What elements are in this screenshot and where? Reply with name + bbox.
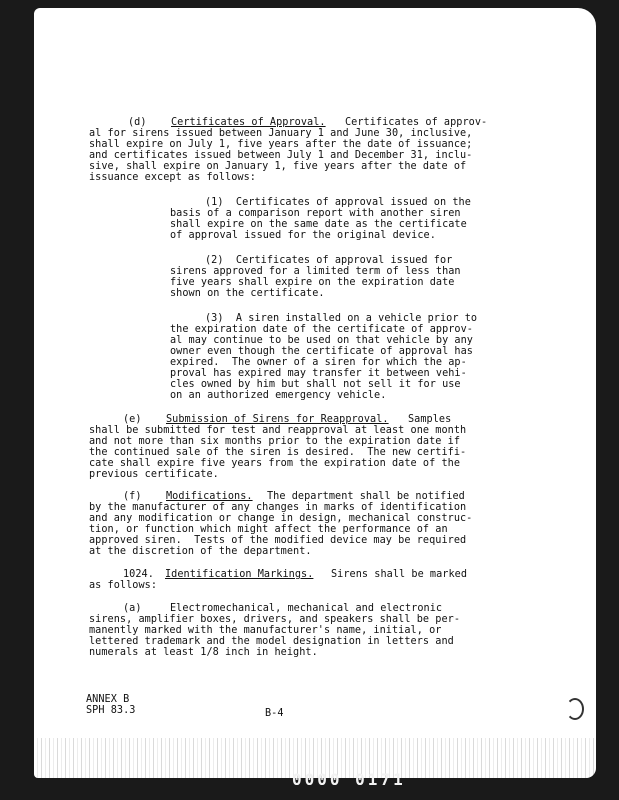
- section-f-line: and any modification or change in design, mechanical construc-: [89, 513, 473, 524]
- section-a-line: lettered trademark and the model designation in letters and: [89, 636, 454, 647]
- section-a-label: (a): [123, 603, 142, 614]
- sub2-line: sirens approved for a limited term of less than: [170, 266, 461, 277]
- section-1024-heading: Identification Markings.: [165, 569, 314, 580]
- section-d-line: shall expire on July 1, five years after the date of issuance;: [89, 139, 473, 150]
- section-e-line: and not more than six months prior to the expiration date if: [89, 436, 461, 447]
- section-f-line: at the discretion of the department.: [89, 546, 312, 557]
- sub1-line: basis of a comparison report with another siren: [170, 208, 461, 219]
- section-a-line: numerals at least 1/8 inch in height.: [89, 647, 318, 658]
- section-d-line: al for sirens issued between January 1 and June 30, inclusive,: [89, 128, 473, 139]
- page-number: B-4: [265, 708, 284, 719]
- document-page: [34, 8, 596, 778]
- sub1-line: shall expire on the same date as the certificate: [170, 219, 467, 230]
- section-a-line: manently marked with the manufacturer's name, initial, or: [89, 625, 442, 636]
- sub2-line: five years shall expire on the expiration date: [170, 277, 455, 288]
- sub1-line: of approval issued for the original device.: [170, 230, 436, 241]
- sub3-line: owner even though the certificate of approval has: [170, 346, 473, 357]
- sub3-line: cles owned by him but shall not sell it for use: [170, 379, 461, 390]
- section-a-line: Electromechanical, mechanical and electronic: [170, 603, 443, 614]
- document-ref: SPH 83.3: [86, 705, 136, 716]
- sub3-line: proval has expired may transfer it between vehi-: [170, 368, 467, 379]
- section-e-line: shall be submitted for test and reapproval at least one month: [89, 425, 467, 436]
- sub3-line: expired. The owner of a siren for which the ap-: [170, 357, 467, 368]
- sub1-line: (1) Certificates of approval issued on the: [205, 197, 471, 208]
- section-1024-line: Sirens shall be marked: [331, 569, 468, 580]
- section-d-line: issuance except as follows:: [89, 172, 256, 183]
- sub2-line: shown on the certificate.: [170, 288, 325, 299]
- section-f-heading: Modifications.: [166, 491, 253, 502]
- section-f-label: (f): [123, 491, 142, 502]
- section-1024-line: as follows:: [89, 580, 158, 591]
- section-d-heading: Certificates of Approval.: [171, 117, 326, 128]
- section-f-line: by the manufacturer of any changes in marks of identification: [89, 502, 467, 513]
- sub2-line: (2) Certificates of approval issued for: [205, 255, 453, 266]
- section-1024-number: 1024.: [123, 569, 154, 580]
- section-e-heading: Submission of Sirens for Reapproval.: [166, 414, 389, 425]
- section-a-line: sirens, amplifier boxes, drivers, and speakers shall be per-: [89, 614, 461, 625]
- section-e-line: the continued sale of the siren is desired. The new certifi-: [89, 447, 467, 458]
- section-f-line: approved siren. Tests of the modified device may be required: [89, 535, 467, 546]
- section-f-line: The department shall be notified: [267, 491, 465, 502]
- sub3-line: (3) A siren installed on a vehicle prior to: [205, 313, 478, 324]
- section-e-label: (e): [123, 414, 142, 425]
- sub3-line: al may continue to be used on that vehicle by any: [170, 335, 473, 346]
- sub3-line: on an authorized emergency vehicle.: [170, 390, 387, 401]
- section-f-line: tion, or function which might affect the performance of an: [89, 524, 448, 535]
- section-d-label: (d): [128, 117, 147, 128]
- section-d-line: sive, shall expire on January 1, five years after the date of: [89, 161, 467, 172]
- section-e-line: previous certificate.: [89, 469, 219, 480]
- punch-hole-mark: [566, 698, 584, 720]
- section-d-line: Certificates of approv-: [345, 117, 488, 128]
- annex-label: ANNEX B: [86, 694, 130, 705]
- section-e-line: Samples: [408, 414, 452, 425]
- section-d-line: and certificates issued between July 1 and December 31, inclu-: [89, 150, 473, 161]
- section-e-line: cate shall expire five years from the expiration date of the: [89, 458, 461, 469]
- sub3-line: the expiration date of the certificate of approv-: [170, 324, 473, 335]
- microfilm-frame-code: 0000 0171: [292, 770, 406, 789]
